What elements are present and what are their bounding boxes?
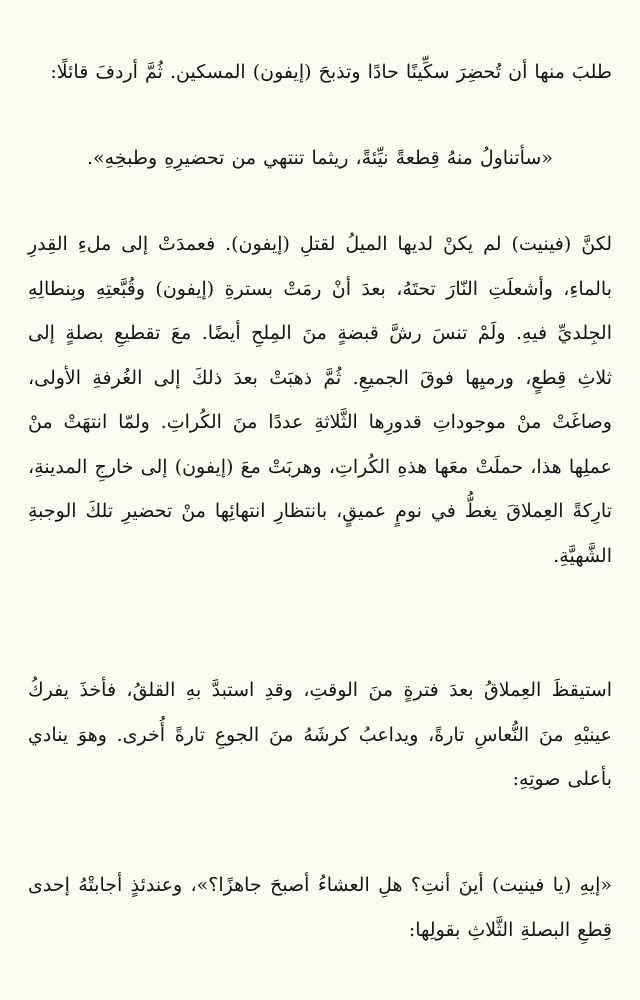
paragraph-giant-wakes: استيقظَ العِملاقُ بعدَ فترةٍ منَ الوقتِ، وقدِ استبدَّ بهِ القلقُ، فأخذَ يفركُ عينيْهِ منَ النُّعاسِ تارةً، ويداعبُ كرشَهُ منَ الجوعِ تارةً أُخرى. وهوَ ينادي بأعلى صوتِهِ: xyxy=(28,679,612,790)
paragraph-giant-calls: «إيهِ (يا فينيت) أينَ أنتِ؟ هلِ العشاءُ أصبحَ جاهزًا؟»، وعندئذٍ أجابتْهُ إحدى قِطعِ البصلةِ الثَّلاثِ بقولِها: xyxy=(28,874,612,941)
paragraph-finette-escape: لكنَّ (فينيت) لم يكنْ لديها الميلُ لقتلِ (إيفون). فعمدَتْ إلى ملءِ القِدرِ بالماءِ، وأشعلَتِ النّارَ تحتَهُ، بعدَ أنْ رمَتْ بسترةِ (إيفون) وقُبَّعتِهِ وبِنطالِهِ الجِلديِّ فيهِ. ولَمْ تنسَ رشَّ قبضةٍ منَ المِلحِ أيضًا. معَ تقطيعِ بصلةٍ إلى ثلاثِ قِطعٍ، ورميِها فوقَ الجميعِ. ثُمَّ ذهبَتْ بعدَ ذلكَ إلى الغُرفةِ الأولى، وصاغَتْ منْ موجوداتِ قدورِها الثَّلاثةِ عددًا منَ الكُراتِ. ولمّا انتهَتْ منْ عملِها هذا، حملَتْ معَها هذهِ الكُراتِ، وهربَتْ معَ (إيفون) إلى خارجِ المدينةِ، تارِكةً العِملاقَ يغطُّ في نومٍ عميقٍ، بانتظارِ انتهائِها منْ تحضيرِ تلكَ الوجبةِ الشَّهيَّةِ. xyxy=(28,233,612,567)
quote-giant-speech: «سأتناولُ منهُ قِطعةً نيِّئةً، ريثما تنتهي من تحضيرِهِ وطبخِهِ». xyxy=(87,147,553,169)
paragraph-giant-request: طلبَ منها أن تُحضِرَ سكِّينًا حادًا وتذبحَ (إيفون) المسكين. ثُمَّ أردفَ قائلًا: xyxy=(50,61,612,83)
